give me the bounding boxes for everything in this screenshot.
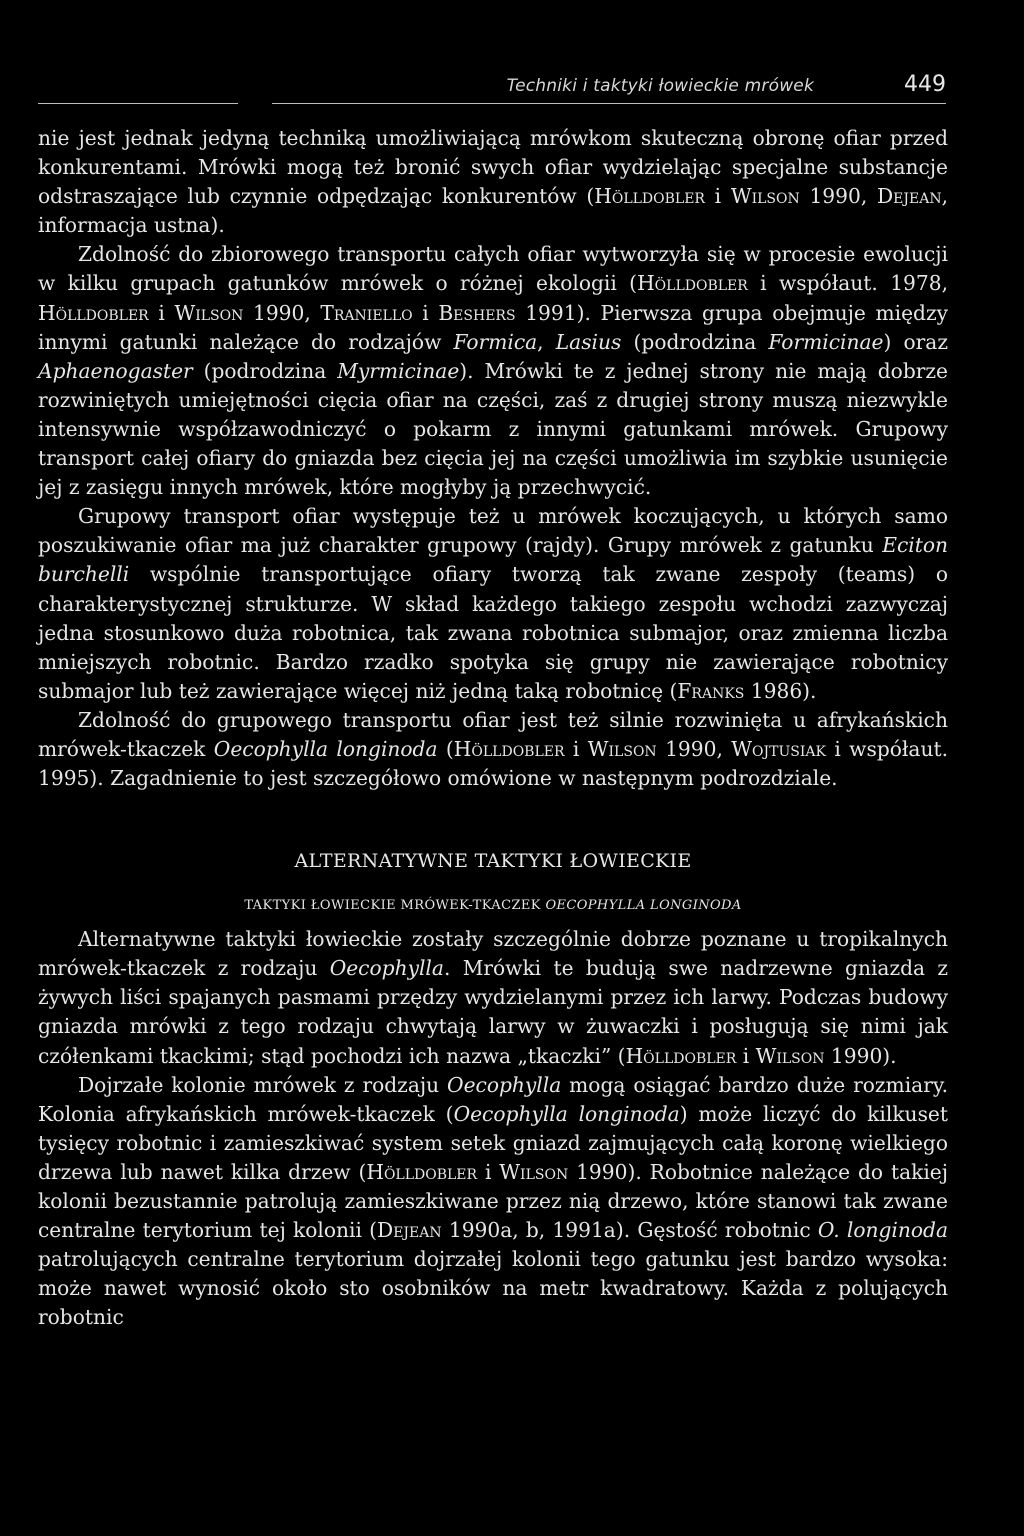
citation-author: Hölldobler — [366, 1159, 478, 1184]
text-run: wspólnie transportujące ofiary tworzą tak zwane zespoły (teams) o charakterystycznej strukturze. W skład każdego takiego zespołu wchodzi zazwyczaj jedna stosunkowo duża robotnica, tak zwana robotnica submajor, oraz zmienna liczba mniejszych robotnic. Bardzo rzadko spotyka się grupy nie zawierające robotnicy submajor lub też zawierające więcej niż jedną taką robotnicę ( — [38, 562, 948, 703]
citation-author: Wilson — [174, 300, 244, 325]
taxon-name: Formicinae — [768, 329, 884, 354]
text-run: i — [477, 1159, 500, 1184]
text-run: i — [736, 1043, 756, 1068]
citation-author: Hölldobler — [453, 736, 565, 761]
citation-author: Franks — [677, 678, 745, 703]
taxon-name: Oecophylla — [329, 956, 444, 981]
text-run: , — [537, 329, 556, 354]
taxon-name: Oecophylla — [447, 1072, 562, 1097]
text-run: Zdolność do grupowego transportu ofiar jest też silnie rozwinięta u afrykańskich mrówek-tkaczek — [38, 707, 948, 761]
taxon-name: Aphaenogaster — [38, 358, 193, 383]
text-run: 1990, — [243, 300, 321, 325]
citation-author: Dejean — [377, 1218, 442, 1243]
text-run: nie jest jednak jedyną techniką umożliwiającą mrówkom skuteczną obronę ofiar przed konkurentami. Mrówki mogą też bronić swych ofiar wydzielając specjalne substancje odstraszające lub czynnie odpędzając konkurentów ( — [38, 126, 948, 209]
text-run: i współaut. 1995). Zagadnienie to jest szczegółowo omówione w następnym podrozdziale. — [38, 736, 949, 791]
paragraph-4 — [38, 706, 948, 793]
text-run: 1990, — [799, 184, 877, 209]
taxon-name: Eciton burchelli — [38, 533, 948, 587]
paragraph-6 — [38, 1071, 948, 1333]
text-run: 1991). Pierwsza grupa obejmuje między innymi gatunki należące do rodzajów — [38, 300, 948, 354]
text-run: 1990). Robotnice należące do takiej kolonii bezustannie patrolują zamieszkiwane przez nią drzewo, które stanowi tak zwane centralne terytorium tej kolonii ( — [38, 1159, 948, 1243]
running-title: Techniki i taktyki łowieckie mrówek — [506, 76, 814, 96]
taxon-name: OECOPHYLLA LONGINODA — [545, 898, 742, 914]
text-run: (podrodzina — [192, 358, 338, 383]
header-rule-right — [272, 103, 946, 104]
citation-author: Wojtusiak — [731, 736, 826, 761]
citation-author: Wilson — [499, 1159, 569, 1184]
text-run: 1990, — [656, 736, 732, 761]
text-run: i — [564, 736, 588, 761]
text-run: 1990). — [824, 1043, 897, 1068]
paragraph-5 — [38, 925, 948, 1070]
citation-author: Hölldobler — [637, 271, 748, 296]
text-run: Dojrzałe kolonie mrówek z rodzaju — [78, 1072, 448, 1097]
text-run: ) oraz — [883, 329, 948, 354]
paragraph-1 — [38, 124, 948, 240]
text-run: , informacja ustna). — [38, 184, 948, 238]
section-heading: ALTERNATYWNE TAKTYKI ŁOWIECKIE — [294, 850, 692, 873]
taxon-name: Formica — [453, 329, 538, 354]
citation-author: Wilson — [587, 736, 657, 761]
text-run: . Mrówki te budują swe nadrzewne gniazda z żywych liści spajanych pasmami przędzy wydzielanymi przez ich larwy. Podczas budowy gniazda mrówki z tego rodzaju chwytają larwy w żuwaczki i posługują się nimi jak czółenkami tkackimi; stąd pochodzi ich nazwa „tkaczki” ( — [38, 956, 949, 1068]
citation-author: Dejean — [876, 184, 942, 209]
text-run: Zdolność do zbiorowego transportu całych ofiar wytworzyła się w procesie ewolucji w kilku grupach gatunków mrówek o różnej ekologii ( — [38, 242, 948, 296]
text-run: i — [412, 300, 439, 325]
subsection-heading — [38, 897, 948, 915]
taxon-name: Oecophylla longinoda — [213, 736, 438, 761]
text-run: ). Mrówki te z jednej strony nie mają dobrze rozwiniętych umiejętności cięcia ofiar na części, zaś z drugiej strony muszą niezwykle intensywnie współzawodniczyć o pokarm z innymi gatunkami mrówek. Grupowy transport całej ofiary do gniazda bez cięcia jej na części umożliwia im szybkie usunięcie jej z zasięgu innych mrówek, które mogłyby ją przechwycić. — [38, 358, 948, 500]
text-run: i — [704, 184, 731, 209]
citation-author: Traniello — [320, 300, 413, 325]
text-run: 1990a, b, 1991a). Gęstość robotnic — [441, 1218, 818, 1243]
text-run: patrolujących centralne terytorium dojrzałej kolonii tego gatunku jest bardzo wysoka: może nawet wynosić około sto osobników na metr kwadratowy. Każda z polujących robotnic — [38, 1247, 948, 1330]
taxon-name: Lasius — [555, 329, 622, 354]
citation-author: Wilson — [755, 1043, 825, 1068]
citation-author: Beshers — [438, 300, 516, 325]
taxon-name: O. longinoda — [817, 1218, 948, 1243]
citation-author: Wilson — [730, 184, 800, 209]
text-run: ( — [437, 736, 454, 761]
page-body — [38, 124, 948, 1332]
running-header — [38, 72, 946, 104]
text-run: mogą osiągać bardzo duże rozmiary. Kolonia afrykańskich mrówek-tkaczek ( — [38, 1072, 948, 1126]
text-run: Grupowy transport ofiar występuje też u mrówek koczujących, u których samo poszukiwanie ofiar ma już charakter grupowy (rajdy). Grupy mrówek z gatunku — [38, 504, 948, 558]
text-run: ) może liczyć do kilkuset tysięcy robotnic i zamieszkiwać system setek gniazd zajmujących całą koronę wielkiego drzewa lub nawet kilka drzew ( — [38, 1101, 948, 1184]
text-run: (podrodzina — [621, 329, 769, 354]
citation-author: Hölldobler — [625, 1043, 737, 1068]
taxon-name: Myrmicinae — [337, 358, 460, 383]
header-rule-left — [38, 103, 238, 104]
text-run: Alternatywne taktyki łowieckie zostały szczególnie dobrze poznane u tropikalnych mrówek-tkaczek z rodzaju — [38, 927, 948, 981]
text-run: 1986). — [744, 678, 817, 703]
page-number: 449 — [904, 72, 946, 97]
citation-author: Hölldobler — [594, 184, 705, 209]
citation-author: Hölldobler — [38, 300, 149, 325]
subsection-heading-text: TAKTYKI ŁOWIECKIE MRÓWEK-TKACZEK — [244, 898, 546, 914]
text-run: i — [148, 300, 175, 325]
paragraph-2 — [38, 240, 948, 502]
text-run: i współaut. 1978, — [747, 271, 948, 296]
taxon-name: Oecophylla longinoda — [453, 1101, 680, 1126]
paragraph-3 — [38, 502, 948, 706]
